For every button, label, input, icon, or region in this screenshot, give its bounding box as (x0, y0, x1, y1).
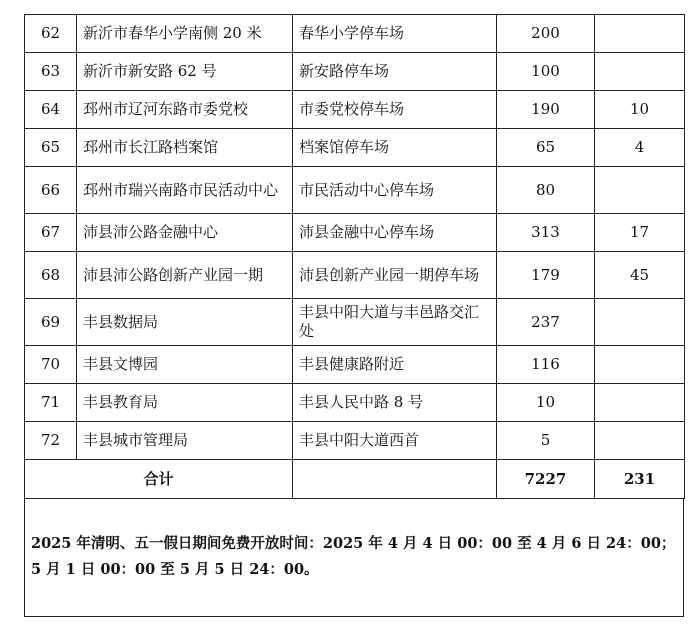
table-body (25, 15, 685, 499)
spaces-cell: 179 (497, 252, 595, 299)
row-number: 66 (25, 167, 77, 214)
spaces-cell: 65 (497, 129, 595, 167)
spaces-cell: 190 (497, 91, 595, 129)
table-row (25, 252, 685, 299)
total-empty-cell (293, 460, 497, 499)
row-number: 65 (25, 129, 77, 167)
row-number: 68 (25, 252, 77, 299)
charging-cell (595, 53, 685, 91)
location-cell: 丰县城市管理局 (77, 422, 293, 460)
parking-lot-cell: 丰县中阳大道与丰邑路交汇处 (293, 299, 497, 346)
location-cell: 丰县数据局 (77, 299, 293, 346)
parking-lot-cell: 丰县人民中路 8 号 (293, 384, 497, 422)
location-cell: 邳州市长江路档案馆 (77, 129, 293, 167)
location-cell: 沛县沛公路创新产业园一期 (77, 252, 293, 299)
table-row (25, 384, 685, 422)
spaces-cell: 237 (497, 299, 595, 346)
spaces-cell: 80 (497, 167, 595, 214)
row-number: 64 (25, 91, 77, 129)
location-cell: 邳州市辽河东路市委党校 (77, 91, 293, 129)
row-number: 69 (25, 299, 77, 346)
charging-cell (595, 299, 685, 346)
table-row (25, 422, 685, 460)
total-label: 合计 (25, 460, 293, 499)
row-number: 71 (25, 384, 77, 422)
location-cell: 丰县文博园 (77, 346, 293, 384)
table-row (25, 91, 685, 129)
parking-lot-cell: 春华小学停车场 (293, 15, 497, 53)
parking-lot-cell: 沛县创新产业园一期停车场 (293, 252, 497, 299)
total-row (25, 460, 685, 499)
parking-lot-cell: 沛县金融中心停车场 (293, 214, 497, 252)
parking-lot-cell: 丰县中阳大道西首 (293, 422, 497, 460)
charging-cell (595, 167, 685, 214)
location-cell: 邳州市瑞兴南路市民活动中心 (77, 167, 293, 214)
charging-cell: 10 (595, 91, 685, 129)
spaces-cell: 200 (497, 15, 595, 53)
parking-lot-cell: 丰县健康路附近 (293, 346, 497, 384)
charging-cell: 45 (595, 252, 685, 299)
table-row (25, 15, 685, 53)
note-line-1: 2025 年清明、五一假日期间免费开放时间：2025 年 4 月 4 日 00：00 至 4 月 6 日 24：00； (31, 535, 676, 552)
spaces-cell: 5 (497, 422, 595, 460)
location-cell: 沛县沛公路金融中心 (77, 214, 293, 252)
total-charging: 231 (595, 460, 685, 499)
spaces-cell: 313 (497, 214, 595, 252)
location-cell: 新沂市新安路 62 号 (77, 53, 293, 91)
table-row (25, 167, 685, 214)
parking-list-document (24, 14, 684, 617)
charging-cell: 17 (595, 214, 685, 252)
spaces-cell: 116 (497, 346, 595, 384)
charging-cell (595, 422, 685, 460)
note-line-2: 5 月 1 日 00：00 至 5 月 5 日 24：00。 (31, 561, 319, 578)
charging-cell (595, 346, 685, 384)
parking-lots-table (24, 14, 685, 499)
charging-cell (595, 384, 685, 422)
spaces-cell: 100 (497, 53, 595, 91)
parking-lot-cell: 档案馆停车场 (293, 129, 497, 167)
charging-cell (595, 15, 685, 53)
parking-lot-cell: 市委党校停车场 (293, 91, 497, 129)
row-number: 62 (25, 15, 77, 53)
row-number: 67 (25, 214, 77, 252)
parking-lot-cell: 新安路停车场 (293, 53, 497, 91)
table-row (25, 214, 685, 252)
free-opening-note (24, 499, 684, 617)
charging-cell: 4 (595, 129, 685, 167)
row-number: 72 (25, 422, 77, 460)
spaces-cell: 10 (497, 384, 595, 422)
row-number: 63 (25, 53, 77, 91)
table-row (25, 53, 685, 91)
parking-lot-cell: 市民活动中心停车场 (293, 167, 497, 214)
location-cell: 新沂市春华小学南侧 20 米 (77, 15, 293, 53)
table-row (25, 299, 685, 346)
table-row (25, 129, 685, 167)
total-spaces: 7227 (497, 460, 595, 499)
location-cell: 丰县教育局 (77, 384, 293, 422)
row-number: 70 (25, 346, 77, 384)
table-row (25, 346, 685, 384)
